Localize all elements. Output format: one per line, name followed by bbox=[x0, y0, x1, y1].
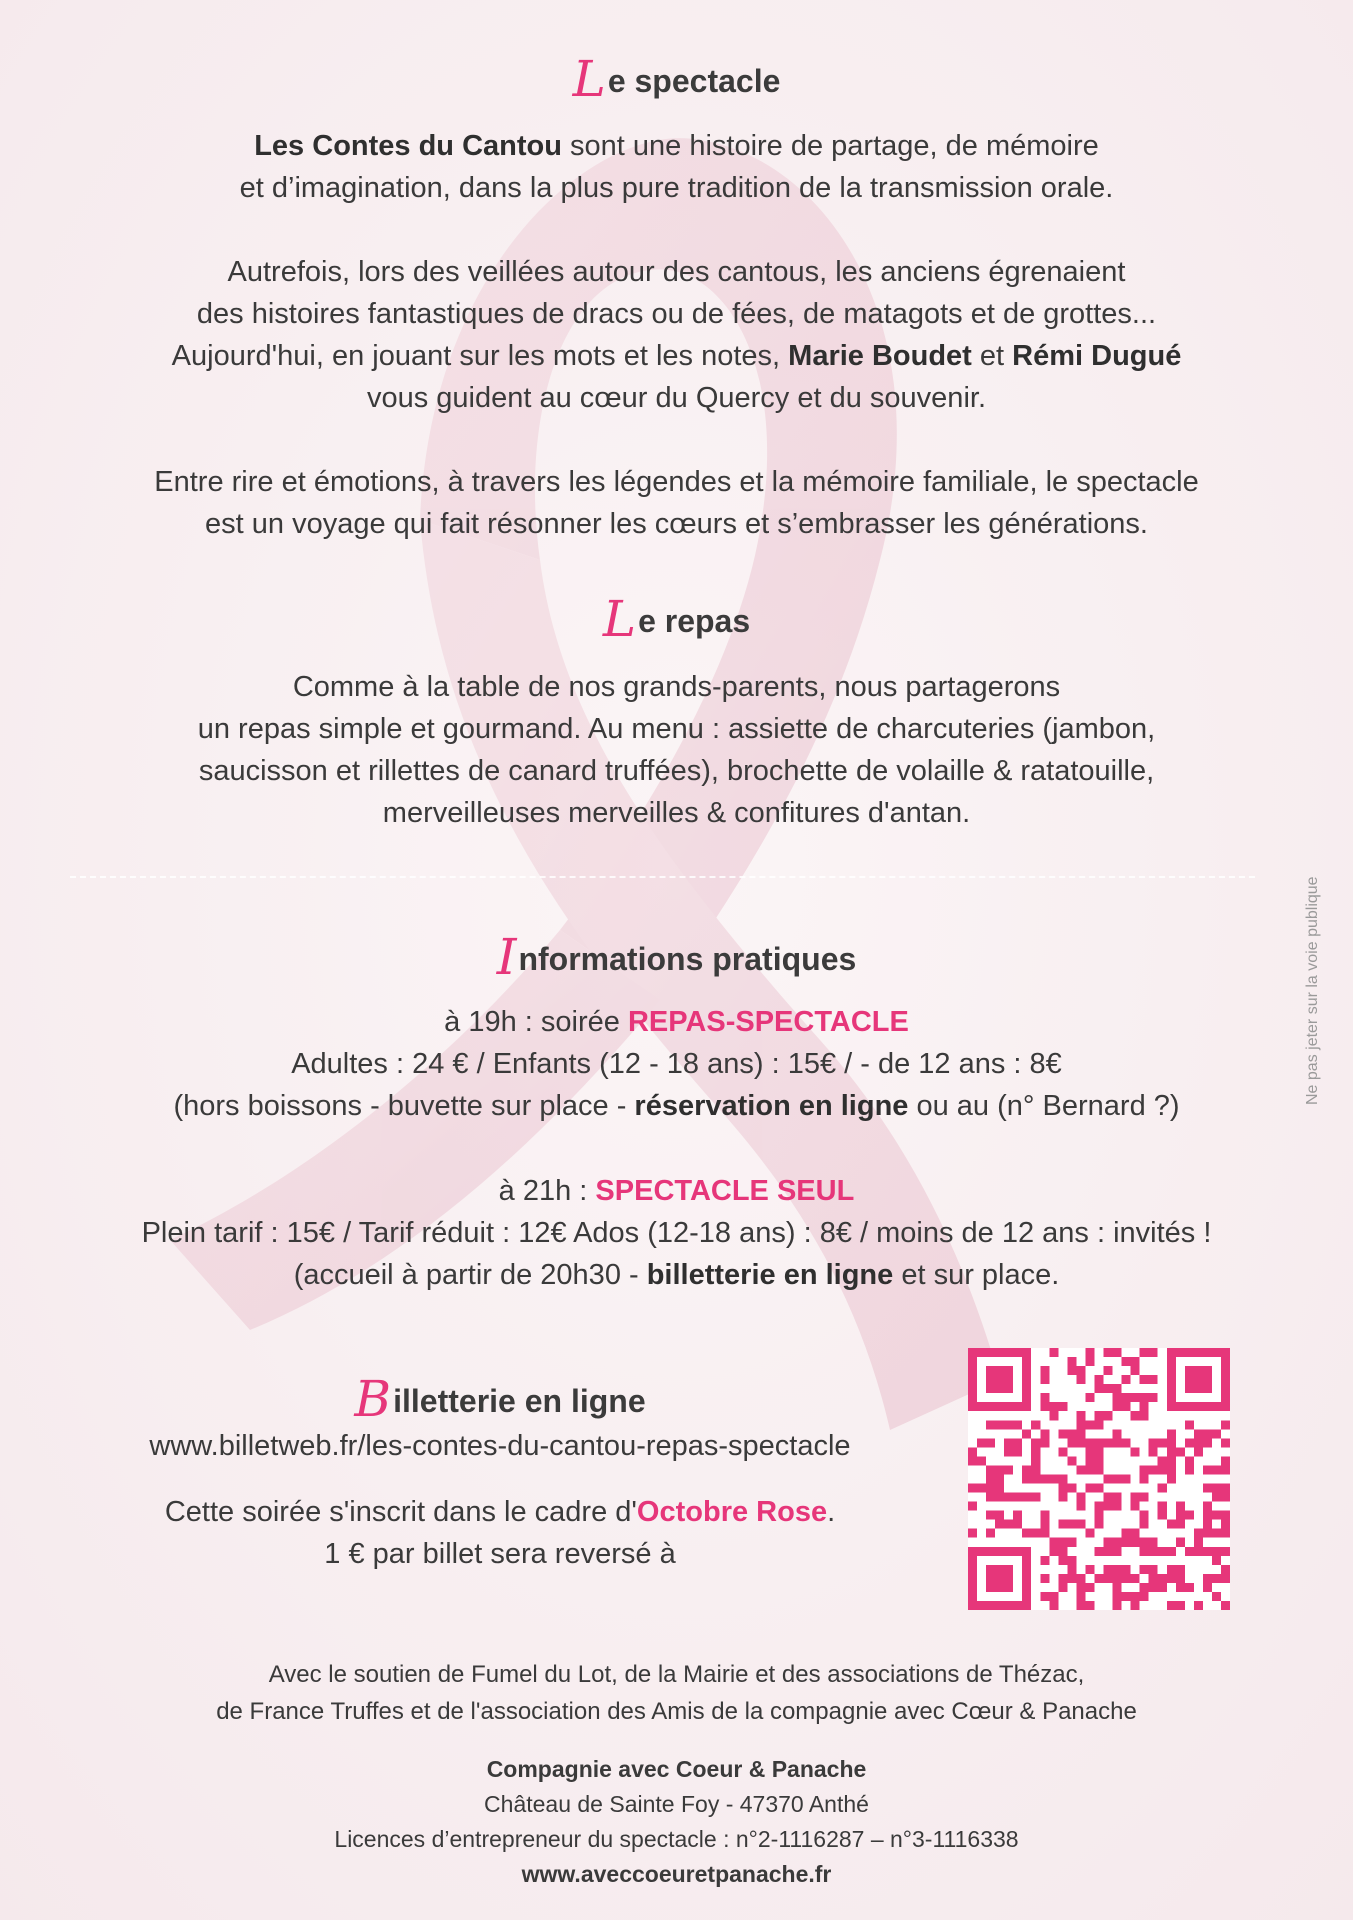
session-dinner-show bbox=[40, 1001, 1313, 1127]
company-licences: Licences d’entrepreneur du spectacle : n°2-1116287 – n°3-1116338 bbox=[334, 1826, 1019, 1852]
spectacle-p3-line2: est un voyage qui fait résonner les cœurs et s’embrasser les générations. bbox=[205, 508, 1148, 540]
company-name: Compagnie avec Coeur & Panache bbox=[486, 1756, 867, 1782]
session-show-only bbox=[40, 1170, 1313, 1296]
spectacle-heading-initial: L bbox=[572, 50, 606, 108]
session2-prices: Plein tarif : 15€ / Tarif réduit : 12€ Ados (12-18 ans) : 8€ / moins de 12 ans : invités ! bbox=[141, 1217, 1212, 1249]
spectacle-p2-line3: Aujourd'hui, en jouant sur les mots et les notes, bbox=[171, 340, 789, 372]
infos-heading bbox=[0, 928, 1353, 986]
spectacle-p3-line1: Entre rire et émotions, à travers les légendes et la mémoire familiale, le spectacle bbox=[154, 466, 1199, 498]
spectacle-conclusion bbox=[40, 461, 1313, 545]
infos-heading-initial: I bbox=[496, 928, 517, 986]
cause-text: Cette soirée s'inscrit dans le cadre d' bbox=[164, 1496, 637, 1528]
repas-line2: un repas simple et gourmand. Au menu : assiette de charcuteries (jambon, bbox=[197, 713, 1156, 745]
repas-heading bbox=[0, 590, 1353, 648]
spectacle-p1-line1: sont une histoire de partage, de mémoire bbox=[561, 130, 1099, 162]
performer-remi-dugue: Rémi Dugué bbox=[1012, 340, 1182, 372]
repas-description bbox=[40, 666, 1313, 834]
spectacle-p2-line2: des histoires fantastiques de dracs ou de fées, de matagots et de grottes... bbox=[196, 298, 1157, 330]
session2-title: SPECTACLE SEUL bbox=[595, 1175, 855, 1207]
spectacle-story bbox=[40, 251, 1313, 419]
session2-note: (accueil à partir de 20h30 - bbox=[293, 1259, 647, 1291]
spectacle-p1-line2: et d’imagination, dans la plus pure tradition de la transmission orale. bbox=[239, 172, 1114, 204]
repas-heading-text: e repas bbox=[638, 603, 751, 639]
session2-time: à 21h : bbox=[498, 1175, 596, 1207]
session1-note: (hors boissons - buvette sur place - bbox=[173, 1090, 635, 1122]
repas-line1: Comme à la table de nos grands-parents, nous partagerons bbox=[292, 671, 1061, 703]
spectacle-p2-and: et bbox=[971, 340, 1013, 372]
donation-note: 1 € par billet sera reversé à bbox=[324, 1538, 676, 1570]
ticketing-url[interactable]: www.billetweb.fr/les-contes-du-cantou-repas-spectacle bbox=[149, 1430, 851, 1462]
spectacle-intro bbox=[40, 125, 1313, 209]
spectacle-p2-line1: Autrefois, lors des veillées autour des cantous, les anciens égrenaient bbox=[227, 256, 1126, 288]
repas-heading-initial: L bbox=[602, 590, 637, 648]
session2-note-end: et sur place. bbox=[893, 1259, 1060, 1291]
support-line1: Avec le soutien de Fumel du Lot, de la Mairie et des associations de Thézac, bbox=[268, 1661, 1085, 1688]
octobre-rose-label: Octobre Rose bbox=[636, 1496, 828, 1528]
cause-end: . bbox=[827, 1496, 836, 1528]
support-credits bbox=[0, 1656, 1353, 1730]
company-website[interactable]: www.aveccoeuretpanache.fr bbox=[521, 1861, 832, 1887]
support-line2: de France Truffes et de l'association des Amis de la compagnie avec Cœur & Panache bbox=[216, 1698, 1137, 1725]
spectacle-p2-line4: vous guident au cœur du Quercy et du souvenir. bbox=[366, 382, 986, 414]
repas-line4: merveilleuses merveilles & confitures d'antan. bbox=[382, 797, 971, 829]
billetterie-heading-text: illetterie en ligne bbox=[393, 1383, 646, 1419]
billetterie-heading-initial: B bbox=[354, 1370, 392, 1428]
spectacle-heading bbox=[0, 50, 1353, 108]
performer-marie-boudet: Marie Boudet bbox=[788, 340, 972, 372]
billetterie-heading bbox=[80, 1370, 920, 1428]
spectacle-heading-text: e spectacle bbox=[607, 63, 781, 99]
octobre-rose-note bbox=[80, 1491, 920, 1533]
online-reservation: réservation en ligne bbox=[634, 1090, 909, 1122]
side-note-text: Ne pas jeter sur la voie publique bbox=[1304, 876, 1321, 1105]
session1-title: REPAS-SPECTACLE bbox=[627, 1006, 909, 1038]
ticketing-qr-code[interactable] bbox=[968, 1348, 1230, 1610]
session1-prices: Adultes : 24 € / Enfants (12 - 18 ans) : 15€ / - de 12 ans : 8€ bbox=[291, 1048, 1062, 1080]
company-address: Château de Sainte Foy - 47370 Anthé bbox=[484, 1791, 869, 1817]
infos-heading-text: nformations pratiques bbox=[518, 941, 857, 977]
session1-note-end: ou au (n° Bernard ?) bbox=[908, 1090, 1180, 1122]
company-footer bbox=[0, 1752, 1353, 1892]
session1-time: à 19h : soirée bbox=[444, 1006, 628, 1038]
dashed-divider bbox=[70, 876, 1255, 878]
online-ticketing: billetterie en ligne bbox=[646, 1259, 894, 1291]
repas-line3: saucisson et rillettes de canard truffées), brochette de volaille & ratatouille, bbox=[198, 755, 1155, 787]
show-title: Les Contes du Cantou bbox=[254, 130, 562, 162]
